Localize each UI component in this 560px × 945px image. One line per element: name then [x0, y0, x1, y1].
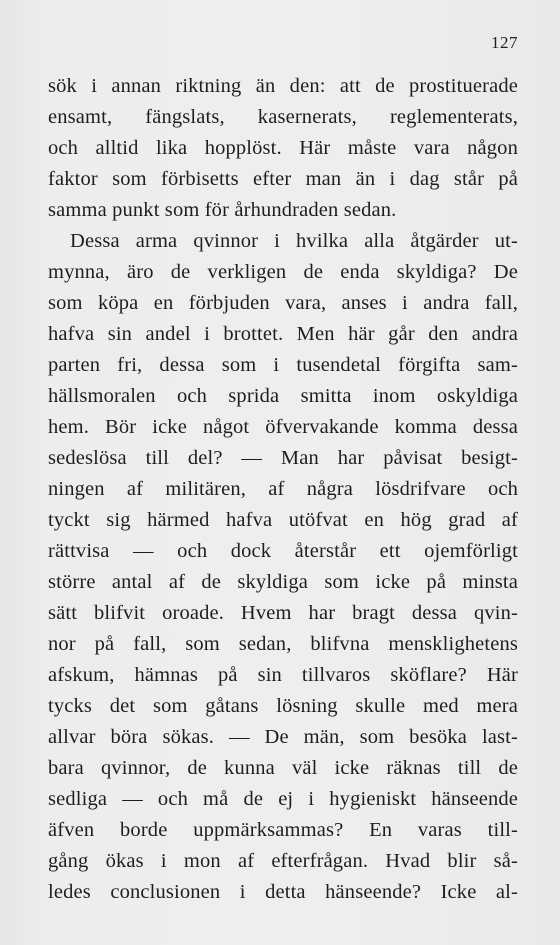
text-line: sätt blifvit oroade. Hvem har bragt dessa qvin- [48, 602, 518, 624]
page-number: 127 [491, 33, 518, 52]
text-line: större antal af de skyldiga som icke på minsta [48, 571, 518, 593]
text-line: mynna, äro de verkligen de enda skyldiga? De [48, 261, 518, 283]
text-line: nor på fall, som sedan, blifvna mensklighetens [48, 633, 518, 655]
text-line: äfven borde uppmärksammas? En varas till- [48, 819, 518, 841]
text-line: sedliga — och må de ej i hygieniskt hänseende [48, 788, 518, 810]
text-line: hafva sin andel i brottet. Men här går den andra [48, 323, 518, 345]
text-line: sök i annan riktning än den: att de prostituerade [48, 75, 518, 97]
text-line: gång ökas i mon af efterfrågan. Hvad blir så- [48, 850, 518, 872]
text-line: ensamt, fängslats, kasernerats, reglementerats, [48, 106, 518, 128]
text-line: afskum, hämnas på sin tillvaros sköflare? Här [48, 664, 518, 686]
text-line: tycks det som gåtans lösning skulle med mera [48, 695, 518, 717]
text-line: hällsmoralen och sprida smitta inom oskyldiga [48, 385, 518, 407]
text-line: faktor som förbisetts efter man än i dag står på [48, 168, 518, 190]
text-line: bara qvinnor, de kunna väl icke räknas till de [48, 757, 518, 779]
text-line: ningen af militären, af några lösdrifvare och [48, 478, 518, 500]
text-line: hem. Bör icke något öfvervakande komma dessa [48, 416, 518, 438]
text-line: rättvisa — och dock återstår ett ojemförligt [48, 540, 518, 562]
text-line: tyckt sig härmed hafva utöfvat en hög grad af [48, 509, 518, 531]
text-line: Dessa arma qvinnor i hvilka alla åtgärder ut- [70, 230, 518, 252]
text-line: parten fri, dessa som i tusendetal förgifta sam- [48, 354, 518, 376]
text-line: som köpa en förbjuden vara, anses i andra fall, [48, 292, 518, 314]
text-line: allvar böra sökas. — De män, som besöka last- [48, 726, 518, 748]
text-line: ledes conclusionen i detta hänseende? Icke al- [48, 881, 518, 903]
text-line: och alltid lika hopplöst. Här måste vara någon [48, 137, 518, 159]
text-line: sedeslösa till del? — Man har påvisat besigt- [48, 447, 518, 469]
text-line: samma punkt som för århundraden sedan. [48, 199, 397, 221]
body-text [48, 71, 518, 908]
